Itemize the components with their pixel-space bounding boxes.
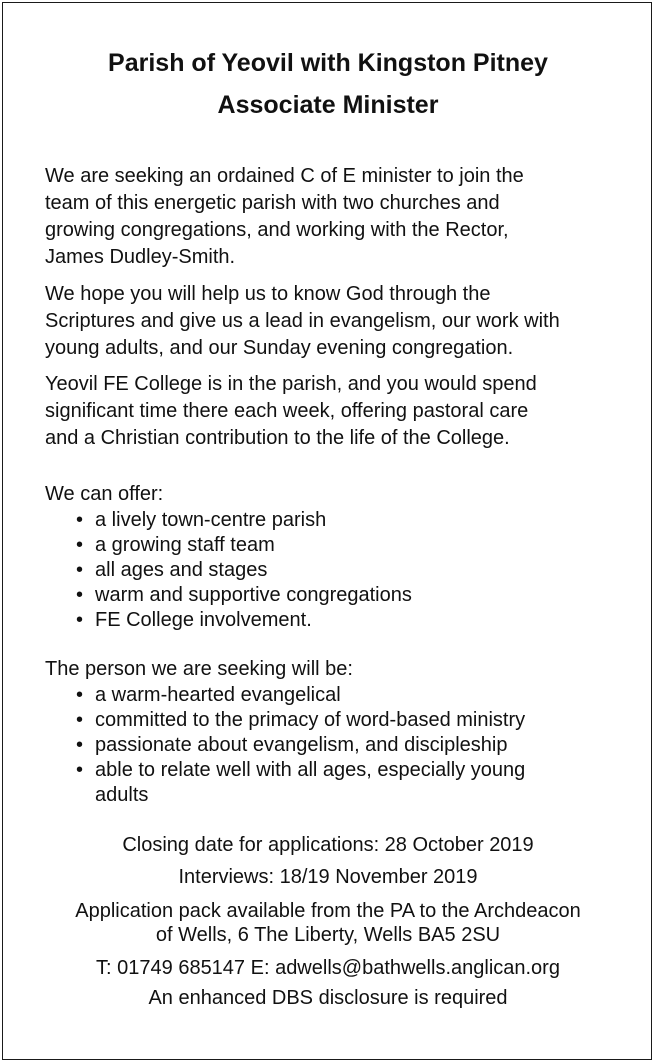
bullet-icon: •: [76, 759, 84, 781]
list-item-text: warm and supportive congregations: [95, 584, 412, 606]
text-line: and a Christian contribution to the life of the College.: [45, 427, 510, 449]
bullet-icon: •: [76, 534, 84, 556]
text-line: significant time there each week, offering pastoral care: [45, 400, 529, 422]
list-item-text: FE College involvement.: [95, 609, 312, 631]
list-item: [76, 608, 412, 633]
person-heading: The person we are seeking will be:: [45, 658, 353, 680]
bullet-icon: •: [76, 684, 84, 706]
closing-date: Closing date for applications: 28 October 2019: [122, 834, 534, 856]
text-line: Scriptures and give us a lead in evangelism, our work with: [45, 310, 560, 332]
bullet-icon: •: [76, 609, 84, 631]
bullet-icon: •: [76, 509, 84, 531]
list-item-text: a growing staff team: [95, 534, 275, 556]
person-list: [76, 683, 525, 808]
bullet-icon: •: [76, 709, 84, 731]
text-line: We hope you will help us to know God through the: [45, 283, 491, 305]
list-item-text: passionate about evangelism, and discipleship: [95, 734, 508, 756]
list-item: [76, 683, 525, 708]
list-item: [76, 758, 525, 808]
text-line: We are seeking an ordained C of E minister to join the: [45, 165, 524, 187]
position-title: Associate Minister: [217, 91, 439, 119]
list-item-text: a lively town-centre parish: [95, 509, 327, 531]
list-item: [76, 533, 412, 558]
advert-title: Parish of Yeovil with Kingston Pitney: [108, 49, 548, 77]
list-item-text: all ages and stages: [95, 559, 268, 581]
list-item: [76, 558, 412, 583]
bullet-icon: •: [76, 559, 84, 581]
application-pack-line: Application pack available from the PA to the Archdeacon: [75, 900, 581, 922]
list-item: [76, 708, 525, 733]
text-line: Yeovil FE College is in the parish, and you would spend: [45, 373, 537, 395]
address-line: of Wells, 6 The Liberty, Wells BA5 2SU: [155, 924, 501, 946]
text-line: young adults, and our Sunday evening congregation.: [45, 337, 514, 359]
offer-list: [76, 508, 412, 633]
interview-dates: Interviews: 18/19 November 2019: [178, 866, 478, 888]
list-item-text: committed to the primacy of word-based ministry: [95, 709, 526, 731]
text-line: growing congregations, and working with the Rector,: [45, 219, 509, 241]
text-line: James Dudley-Smith.: [45, 246, 236, 268]
text-line: team of this energetic parish with two churches and: [45, 192, 500, 214]
hope-paragraph: [45, 281, 635, 362]
list-item-text: a warm-hearted evangelical: [95, 684, 341, 706]
offer-heading: We can offer:: [45, 483, 164, 505]
list-item: [76, 508, 412, 533]
college-paragraph: [45, 371, 635, 452]
list-item-continuation: adults: [95, 784, 149, 806]
bullet-icon: •: [76, 734, 84, 756]
contact-details: T: 01749 685147 E: adwells@bathwells.anglican.org: [96, 957, 560, 979]
intro-paragraph: [45, 163, 635, 271]
list-item: [76, 733, 525, 758]
list-item-text: able to relate well with all ages, especially young: [95, 759, 526, 781]
list-item: [76, 583, 412, 608]
dbs-notice: An enhanced DBS disclosure is required: [148, 987, 508, 1009]
bullet-icon: •: [76, 584, 84, 606]
